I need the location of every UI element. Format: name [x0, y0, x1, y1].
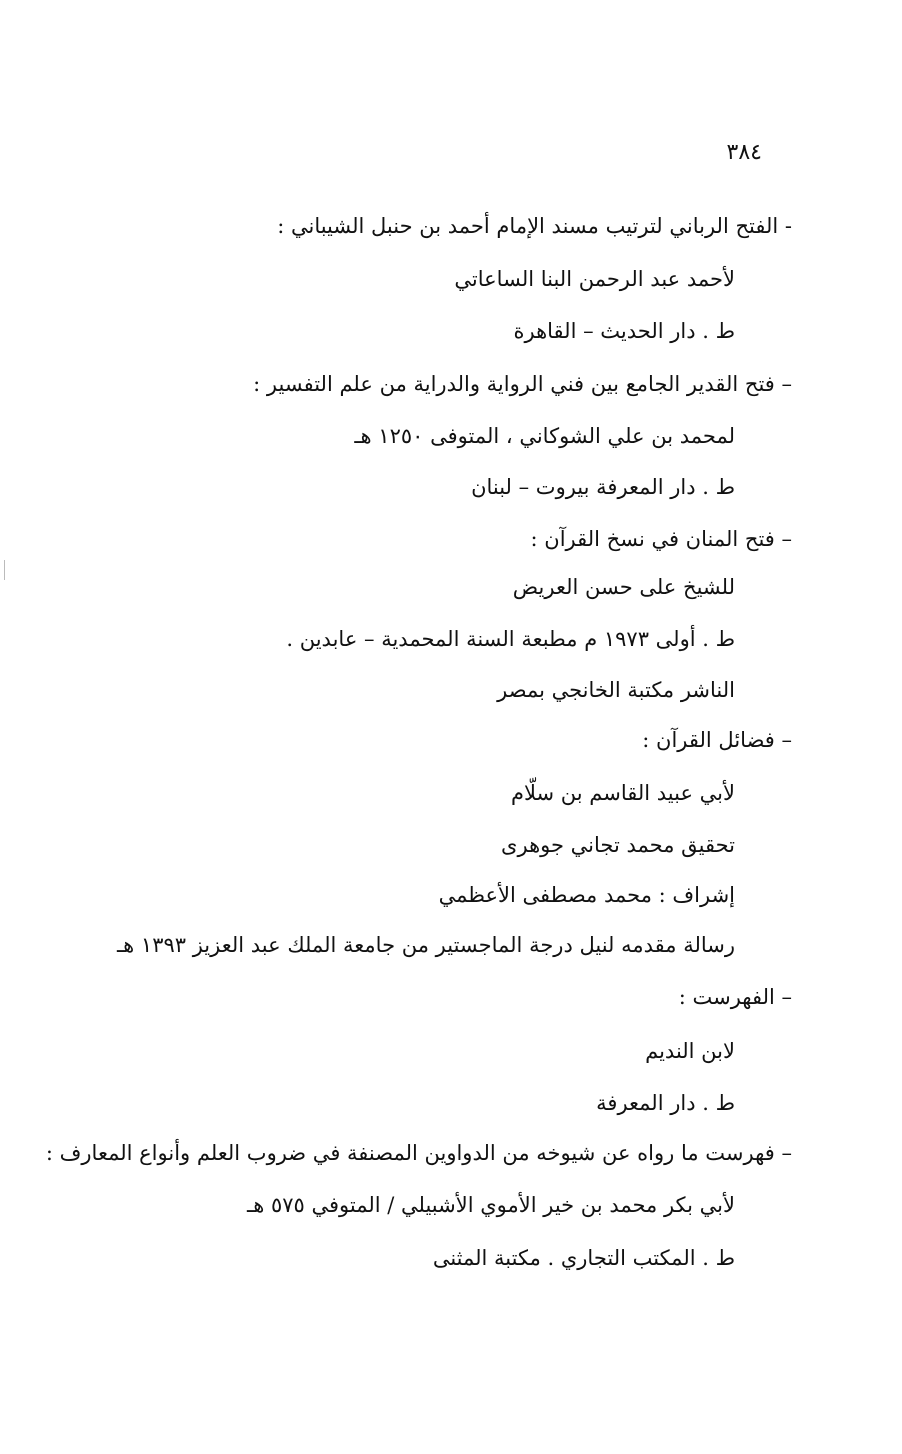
entry-publisher-5: ط . دار المعرفة	[596, 1091, 735, 1115]
entry-publisher-1: ط . دار الحديث – القاهرة	[513, 319, 735, 343]
entry-thesis-note-4: رسالة مقدمه لنيل درجة الماجستير من جامعة الملك عبد العزيز ١٣٩٣ هـ	[117, 933, 735, 957]
entry-publisher-3: ط . أولى ١٩٧٣ م مطبعة السنة المحمدية – عابدين .	[286, 627, 735, 651]
entry-author-2: لمحمد بن علي الشوكاني ، المتوفى ١٢٥٠ هـ	[354, 424, 735, 448]
entry-heading-6: – فهرست ما رواه عن شيوخه من الدواوين المصنفة في ضروب العلم وأنواع المعارف :	[45, 1141, 792, 1165]
entry-heading-3: – فتح المنان في نسخ القرآن :	[530, 527, 792, 551]
margin-mark	[4, 560, 5, 580]
entry-publisher-6: ط . المكتب التجاري . مكتبة المثنى	[432, 1246, 735, 1270]
entry-author-4: لأبي عبيد القاسم بن سلّام	[510, 781, 735, 805]
entry-author-5: لابن النديم	[645, 1039, 735, 1063]
entry-heading-5: – الفهرست :	[678, 985, 792, 1009]
entry-publisher-2: ط . دار المعرفة بيروت – لبنان	[471, 475, 735, 499]
entry-author-6: لأبي بكر محمد بن خير الأموي الأشبيلي / المتوفي ٥٧٥ هـ	[247, 1193, 735, 1217]
entry-heading-2: – فتح القدير الجامع بين فني الرواية والدراية من علم التفسير :	[253, 372, 792, 396]
entry-supervisor-4: إشراف : محمد مصطفى الأعظمي	[438, 883, 735, 907]
entry-author-1: لأحمد عبد الرحمن البنا الساعاتي	[454, 267, 735, 291]
entry-author-3: للشيخ على حسن العريض	[512, 575, 735, 599]
entry-distributor-3: الناشر مكتبة الخانجي بمصر	[497, 678, 735, 702]
entry-heading-4: – فضائل القرآن :	[642, 728, 792, 752]
entry-heading-1: - الفتح الرباني لترتيب مسند الإمام أحمد بن حنبل الشيباني :	[277, 214, 792, 238]
page-number: ٣٨٤	[726, 140, 762, 165]
entry-editor-4: تحقيق محمد تجاني جوهرى	[501, 833, 735, 857]
